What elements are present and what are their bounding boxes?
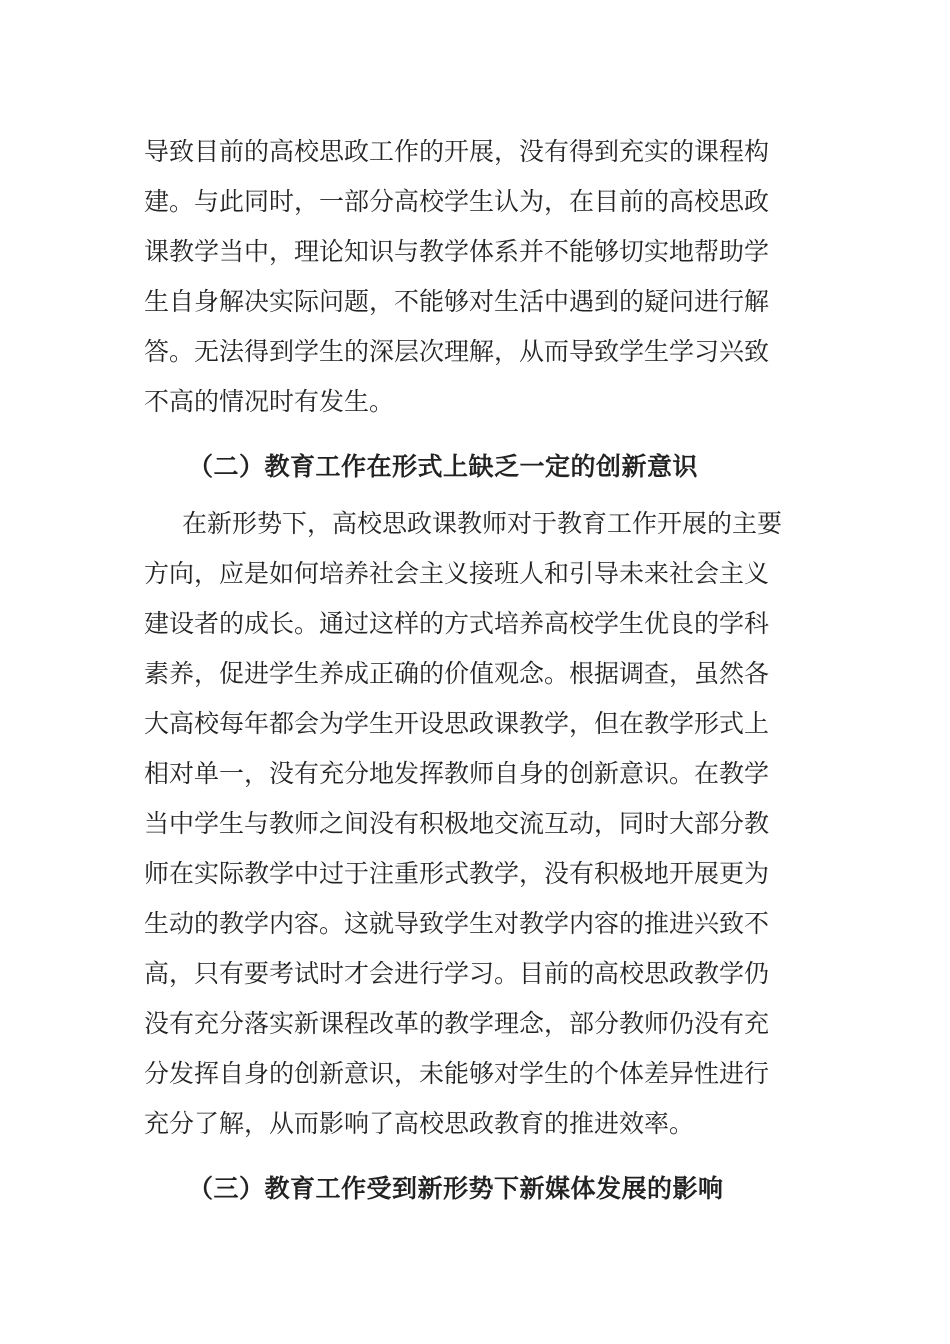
text-line: 建设者的成长。通过这样的方式培养高校学生优良的学科 (144, 609, 770, 638)
text-line: 素养，促进学生养成正确的价值观念。根据调查，虽然各 (144, 659, 770, 688)
text-line: 没有充分落实新课程改革的教学理念，部分教师仍没有充 (144, 1009, 770, 1038)
paragraph-1 (144, 127, 806, 427)
section-heading-3: （三）教育工作受到新形势下新媒体发展的影响 (188, 1174, 724, 1203)
text-line: 生自身解决实际问题，不能够对生活中遇到的疑问进行解 (144, 287, 770, 316)
text-line: 方向，应是如何培养社会主义接班人和引导未来社会主义 (144, 559, 770, 588)
text-line: 在新形势下，高校思政课教师对于教育工作开展的主要 (182, 509, 783, 538)
text-line: 答。无法得到学生的深层次理解，从而导致学生学习兴致 (144, 337, 770, 366)
text-line: 导致目前的高校思政工作的开展，没有得到充实的课程构 (144, 137, 770, 166)
text-line: 充分了解，从而影响了高校思政教育的推进效率。 (144, 1109, 695, 1138)
text-line: 相对单一，没有充分地发挥教师自身的创新意识。在教学 (144, 759, 770, 788)
paragraph-2 (144, 499, 806, 1149)
text-line: 当中学生与教师之间没有积极地交流互动，同时大部分教 (144, 809, 770, 838)
text-line: 课教学当中，理论知识与教学体系并不能够切实地帮助学 (144, 237, 770, 266)
document-body (144, 127, 806, 1221)
text-line: 生动的教学内容。这就导致学生对教学内容的推进兴致不 (144, 909, 770, 938)
text-line: 建。与此同时，一部分高校学生认为，在目前的高校思政 (144, 187, 770, 216)
section-heading-2: （二）教育工作在形式上缺乏一定的创新意识 (188, 452, 699, 481)
text-line: 高，只有要考试时才会进行学习。目前的高校思政教学仍 (144, 959, 770, 988)
text-line: 大高校每年都会为学生开设思政课教学，但在教学形式上 (144, 709, 770, 738)
text-line: 不高的情况时有发生。 (144, 387, 395, 416)
text-line: 分发挥自身的创新意识，未能够对学生的个体差异性进行 (144, 1059, 770, 1088)
text-line: 师在实际教学中过于注重形式教学，没有积极地开展更为 (144, 859, 770, 888)
